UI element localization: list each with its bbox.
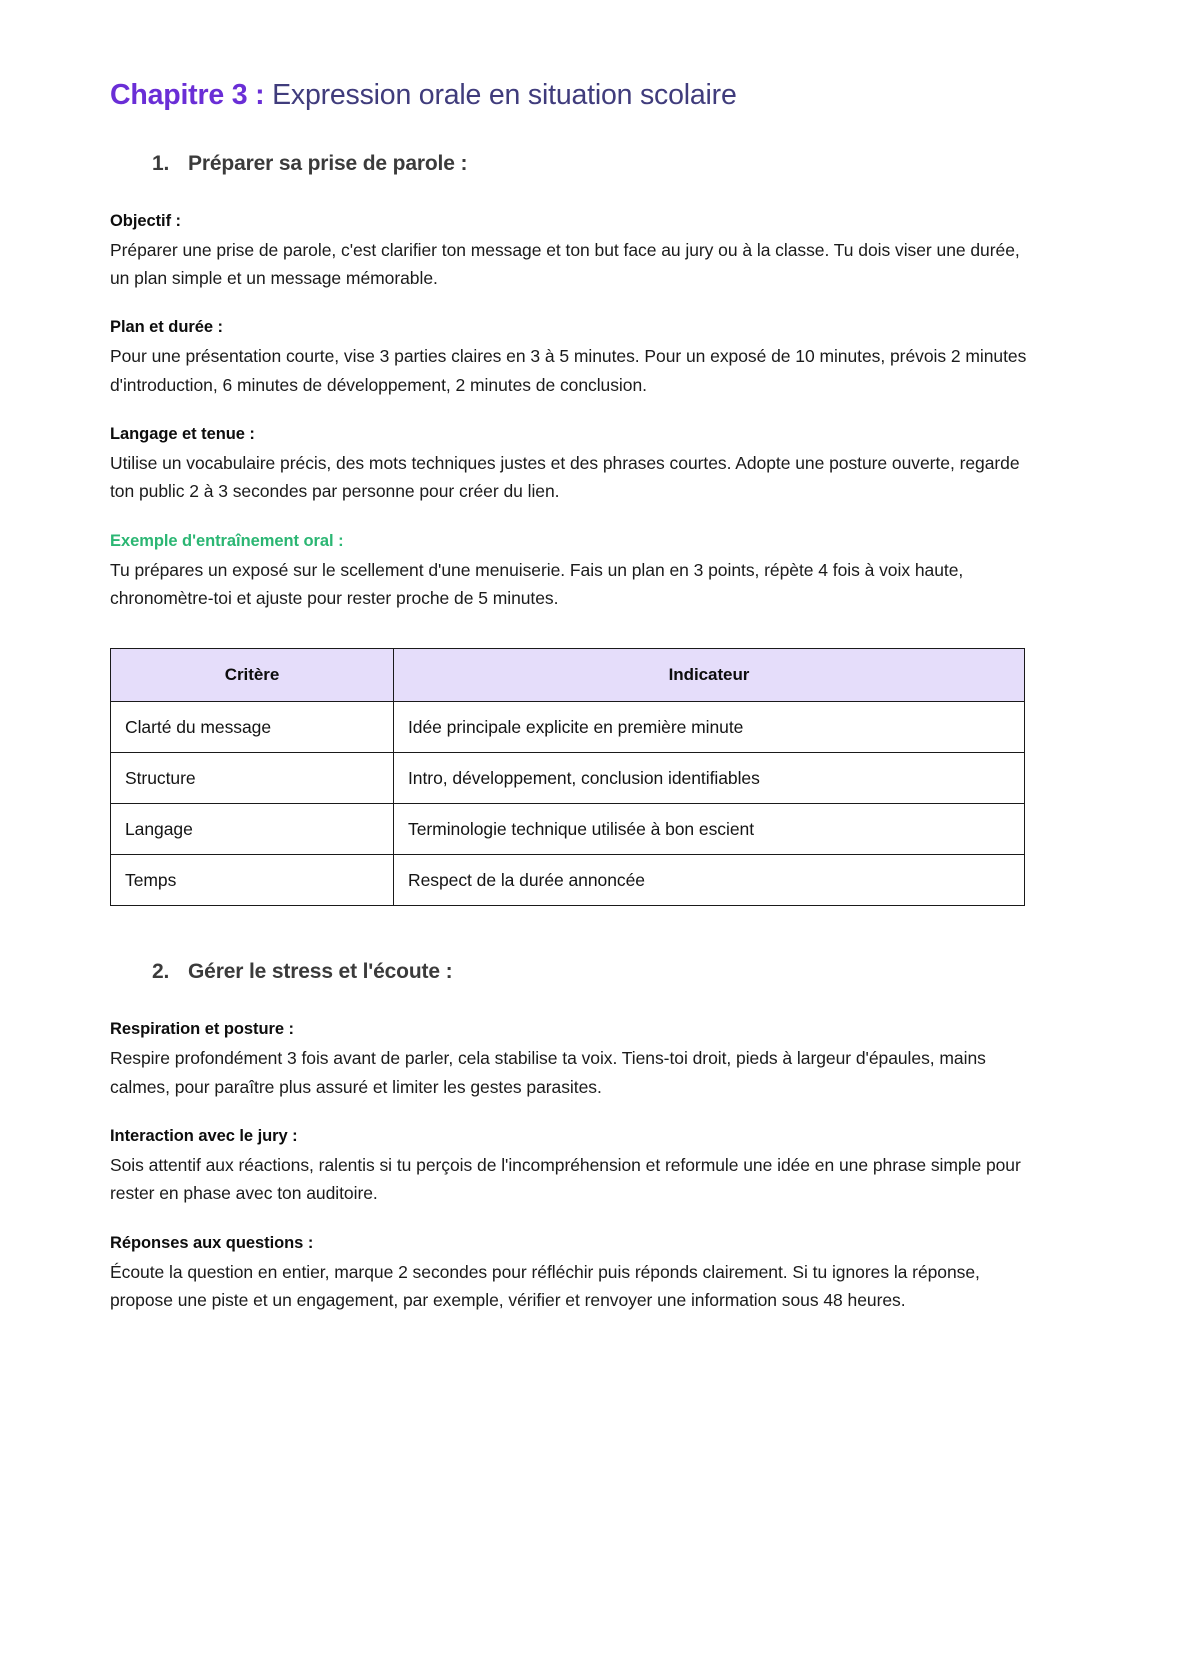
block-body-objectif: Préparer une prise de parole, c'est clarifier ton message et ton but face au jury ou à la classe. Tu dois viser une durée, un plan simple et un message mémorable. [110, 239, 1020, 288]
block-title-langage-tenue: Langage et tenue : [110, 425, 255, 443]
block-body-interaction-jury: Sois attentif aux réactions, ralentis si tu perçois de l'incompréhension et reformule une idée en une phrase simple pour rester en phase avec ton auditoire. [110, 1155, 1021, 1204]
table-header-critere: Critère [111, 649, 394, 702]
block-title-respiration-posture: Respiration et posture : [110, 1020, 294, 1039]
section-title-2: Gérer le stress et l'écoute : [188, 960, 453, 984]
table-cell-critere: Clarté du message [111, 702, 394, 753]
chapter-label: Chapitre 3 : [110, 79, 265, 111]
section-heading-1 [110, 152, 1090, 176]
table-cell-indicateur: Terminologie technique utilisée à bon escient [394, 804, 1025, 855]
block-body-reponses-questions: Écoute la question en entier, marque 2 secondes pour réfléchir puis réponds clairement. Si tu ignores la réponse, propose une piste et un engagement, par exemple, vérifier et renvoyer une information sous 48 heures. [110, 1261, 980, 1311]
table-row [111, 702, 1025, 753]
chapter-subtitle: Expression orale en situation scolaire [264, 79, 737, 111]
block-title-exemple-entrainement: Exemple d'entraînement oral : [110, 531, 344, 550]
table-header [111, 649, 1025, 702]
table-header-row [111, 649, 1025, 702]
block-objectif [110, 212, 1090, 293]
block-langage-tenue [110, 425, 1090, 506]
block-plan-duree [110, 318, 1090, 399]
block-respiration-posture [110, 1020, 1090, 1101]
table-cell-indicateur: Intro, développement, conclusion identifiables [394, 753, 1025, 804]
block-title-reponses-questions: Réponses aux questions : [110, 1233, 314, 1252]
block-body-respiration-posture: Respire profondément 3 fois avant de parler, cela stabilise ta voix. Tiens-toi droit, pieds à largeur d'épaules, mains calmes, pour paraître plus assuré et limiter les gestes parasites. [110, 1048, 986, 1097]
block-interaction-jury [110, 1127, 1090, 1208]
block-body-langage-tenue: Utilise un vocabulaire précis, des mots techniques justes et des phrases courtes. Adopte une posture ouverte, regarde ton public 2 à 3 secondes par personne pour créer du lien. [110, 453, 1020, 502]
block-title-plan-duree: Plan et durée : [110, 318, 223, 337]
table-row [111, 804, 1025, 855]
table-body [111, 702, 1025, 906]
block-title-objectif: Objectif : [110, 211, 182, 230]
block-reponses-questions [110, 1234, 1090, 1315]
table-cell-critere: Structure [111, 753, 394, 804]
table-header-indicateur: Indicateur [394, 649, 1025, 702]
table-cell-indicateur: Respect de la durée annoncée [394, 855, 1025, 906]
block-body-exemple-entrainement: Tu prépares un exposé sur le scellement d'une menuiserie. Fais un plan en 3 points, répète 4 fois à voix haute, chronomètre-toi et ajuste pour rester proche de 5 minutes. [110, 559, 964, 609]
table-cell-indicateur: Idée principale explicite en première minute [394, 702, 1025, 753]
section-title-1: Préparer sa prise de parole : [188, 151, 468, 175]
block-title-interaction-jury: Interaction avec le jury : [110, 1127, 298, 1146]
table-cell-critere: Langage [111, 804, 394, 855]
block-body-plan-duree: Pour une présentation courte, vise 3 parties claires en 3 à 5 minutes. Pour un exposé de 10 minutes, prévois 2 minutes d'introduction, 6 minutes de développement, 2 minutes de conclusion. [110, 346, 1027, 395]
section-number-2: 2. [152, 960, 170, 984]
criteria-table [110, 648, 1025, 906]
section-number-1: 1. [152, 151, 170, 175]
table-row [111, 753, 1025, 804]
table-cell-critere: Temps [111, 855, 394, 906]
table-row [111, 855, 1025, 906]
page-title [110, 78, 1090, 114]
block-exemple-entrainement [110, 532, 1090, 613]
section-heading-2 [110, 960, 1090, 984]
